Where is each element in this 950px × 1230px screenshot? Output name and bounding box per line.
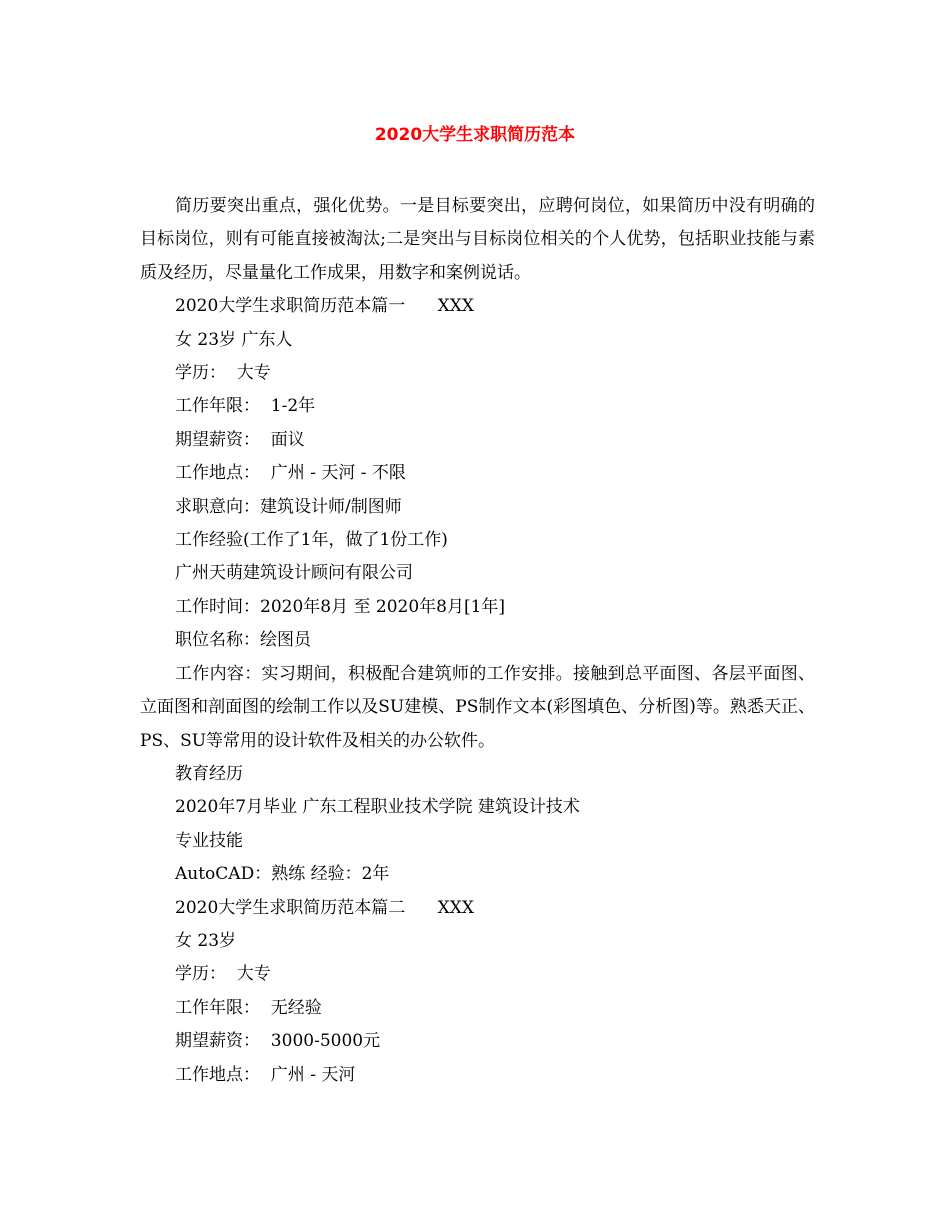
resume-1-work-years: 工作年限： 1-2年 xyxy=(175,396,316,417)
resume-2-location: 工作地点： 广州 - 天河 xyxy=(175,1064,356,1085)
resume-1-graduation: 2020年7月毕业 广东工程职业技术学院 建筑设计技术 xyxy=(175,797,580,818)
resume-2-salary: 期望薪资： 3000-5000元 xyxy=(175,1031,381,1052)
resume-1-work-period: 工作时间：2020年8月 至 2020年8月[1年] xyxy=(175,596,506,617)
resume-1-skills-heading: 专业技能 xyxy=(175,830,243,851)
intro-paragraph: 简历要突出重点，强化优势。一是目标要突出，应聘何岗位，如果简历中没有明确的目标岗位，则有可能直接被淘汰;二是突出与目标岗位相关的个人优势，包括职业技能与素质及经历，尽量量化工作成果，用数字和案例说话。 xyxy=(140,196,815,283)
resume-2-heading: 2020大学生求职简历范本篇二 XXX xyxy=(175,897,474,918)
resume-1-education-heading: 教育经历 xyxy=(175,763,243,784)
resume-1-location: 工作地点： 广州 - 天河 - 不限 xyxy=(175,463,406,484)
resume-1-skill-autocad: AutoCAD：熟练 经验：2年 xyxy=(175,864,390,885)
document-title: 2020大学生求职简历范本 xyxy=(374,125,576,145)
document-body xyxy=(140,190,815,1092)
resume-1-experience-heading: 工作经验(工作了1年，做了1份工作) xyxy=(175,530,448,551)
resume-1-heading: 2020大学生求职简历范本篇一 XXX xyxy=(175,296,474,317)
resume-2-work-years: 工作年限： 无经验 xyxy=(175,997,322,1018)
resume-1-company: 广州天萌建筑设计顾问有限公司 xyxy=(175,563,413,584)
resume-1-work-content: 工作内容：实习期间，积极配合建筑师的工作安排。接触到总平面图、各层平面图、立面图和剖面图的绘制工作以及SU建模、PS制作文本(彩图填色、分析图)等。熟悉天正、PS、SU等常用的设计软件及相关的办公软件。 xyxy=(140,663,815,751)
resume-1-position: 职位名称：绘图员 xyxy=(175,630,311,651)
resume-1-intention: 求职意向：建筑设计师/制图师 xyxy=(175,496,402,517)
resume-2-education: 学历： 大专 xyxy=(175,964,271,985)
resume-1-profile: 女 23岁 广东人 xyxy=(175,329,293,350)
resume-1-salary: 期望薪资： 面议 xyxy=(175,429,305,450)
resume-1-education: 学历： 大专 xyxy=(175,363,271,384)
resume-2-profile: 女 23岁 xyxy=(175,930,237,951)
